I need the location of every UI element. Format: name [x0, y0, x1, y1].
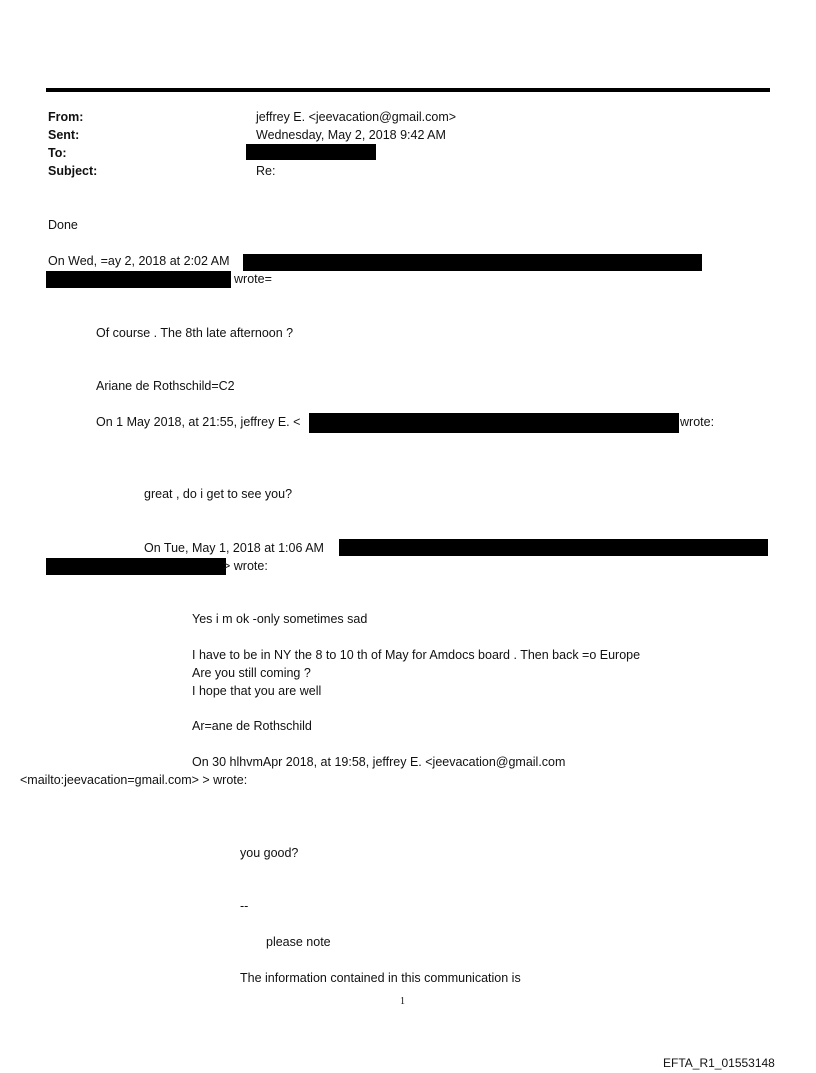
quote1-signature: Ariane de Rothschild=C2 [96, 379, 235, 393]
redaction-q2-email [309, 413, 679, 433]
subject-value: Re: [256, 164, 276, 178]
from-value: jeffrey E. <jeevacation@gmail.com> [256, 110, 457, 124]
quote2-message: great , do i get to see you? [144, 487, 293, 501]
quote4-header: On 30 hlhvmApr 2018, at 19:58, jeffrey E. <jeevacation@gmail.com [192, 755, 566, 769]
reply-text: Done [48, 218, 78, 232]
quote3-message-2: I have to be in NY the 8 to 10 th of May for Amdocs board . Then back =o Europe [192, 648, 641, 662]
quote3-signature: Ar=ane de Rothschild [192, 719, 312, 733]
quote3-message-1: Yes i m ok -only sometimes sad [192, 612, 368, 626]
quote3-wrote: > wrote: [223, 559, 268, 573]
subject-label: Subject: [48, 164, 98, 178]
redaction-q3-sender [339, 539, 768, 556]
quote3-message-4: I hope that you are well [192, 684, 322, 698]
redaction-to [246, 144, 376, 160]
quote4-mailto: <mailto:jeevacation=gmail.com> > wrote: [20, 773, 248, 787]
note-text: please note [266, 935, 331, 949]
quote1-wrote: wrote= [234, 272, 272, 286]
to-label: To: [48, 146, 67, 160]
redaction-q1-email [46, 271, 231, 288]
bates-number: EFTA_R1_01553148 [663, 1056, 775, 1070]
quote1-header: On Wed, =ay 2, 2018 at 2:02 AM [48, 254, 230, 268]
quote1-message: Of course . The 8th late afternoon ? [96, 326, 294, 340]
redaction-q3-email [46, 558, 226, 575]
quote3-message-3: Are you still coming ? [192, 666, 311, 680]
header-rule [46, 88, 770, 92]
redaction-q1-sender [243, 254, 702, 271]
page-number: 1 [400, 996, 405, 1007]
signature-dash: -- [240, 899, 249, 913]
quote3-header: On Tue, May 1, 2018 at 1:06 AM [144, 541, 324, 555]
quote4-message: you good? [240, 846, 299, 860]
from-label: From: [48, 110, 84, 124]
quote2-wrote: wrote: [680, 415, 715, 429]
sent-value: Wednesday, May 2, 2018 9:42 AM [256, 128, 446, 142]
quote2-header: On 1 May 2018, at 21:55, jeffrey E. < [96, 415, 301, 429]
info-text: The information contained in this communication is [240, 971, 521, 985]
sent-label: Sent: [48, 128, 80, 142]
